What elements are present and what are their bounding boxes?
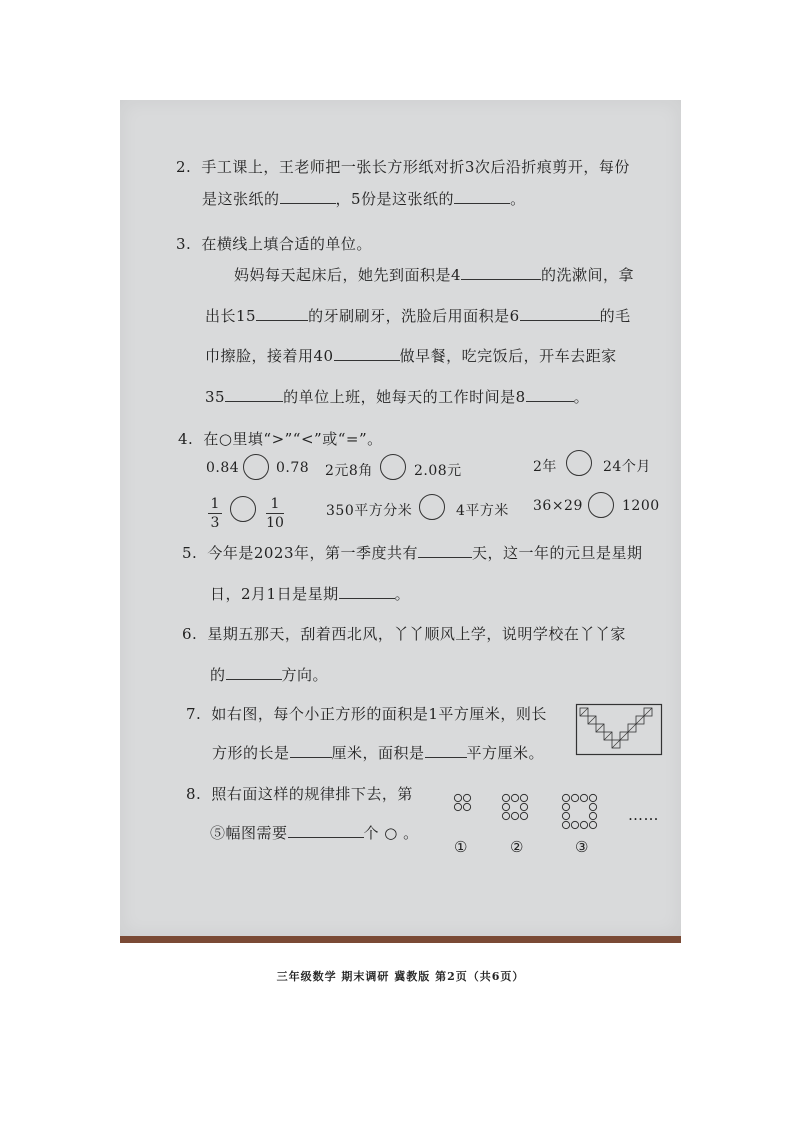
q6-number: 6. <box>182 625 198 643</box>
q3-text: 巾擦脸，接着用40 <box>205 347 334 365</box>
q6-line1 <box>182 623 626 644</box>
q5-text: 日，2月1日是星期 <box>210 585 339 603</box>
q3-text: 的牙刷刷牙，洗脸后用面积是6 <box>308 307 520 325</box>
fraction-denominator: 3 <box>210 515 220 531</box>
pattern-1 <box>454 794 470 810</box>
ellipsis: …… <box>628 806 659 824</box>
pattern-circle <box>580 821 587 828</box>
answer-blank[interactable] <box>290 744 332 758</box>
q3-text: 妈妈每天起床后，她先到面积是4 <box>234 266 462 284</box>
q3-line1 <box>234 264 634 285</box>
table-edge <box>120 936 681 943</box>
compare-circle[interactable] <box>243 454 269 480</box>
q7-line2 <box>212 742 544 763</box>
circle-patterns <box>450 794 610 834</box>
pattern-circle <box>562 794 569 801</box>
compare-circle[interactable] <box>419 494 445 520</box>
q5-number: 5. <box>182 544 198 562</box>
answer-blank[interactable] <box>461 266 541 280</box>
q6-text: 方向。 <box>281 666 329 684</box>
q8-line2 <box>210 822 419 843</box>
answer-blank[interactable] <box>339 585 395 599</box>
q3-line3 <box>205 345 617 366</box>
square-diagonal <box>636 716 644 724</box>
compare-right-value: 24个月 <box>603 459 651 475</box>
compare-left-value: 2元8角 <box>325 463 373 479</box>
answer-blank[interactable] <box>454 190 510 204</box>
fraction-numerator: 1 <box>270 496 280 512</box>
q2-text2a: 是这张纸的 <box>202 190 280 208</box>
q8-text: 照右面这样的规律排下去，第 <box>211 785 413 803</box>
q3-text: 出长15 <box>205 307 257 325</box>
q5-line1 <box>182 542 643 563</box>
q6-text: 的 <box>210 666 226 684</box>
q3-title-text: 在横线上填合适的单位。 <box>201 235 372 253</box>
q8-line1 <box>186 783 413 804</box>
answer-blank[interactable] <box>425 744 467 758</box>
answer-blank[interactable] <box>256 307 308 321</box>
q4-title <box>178 428 383 449</box>
pattern-circle <box>571 794 578 801</box>
q4-number: 4. <box>178 430 194 448</box>
fraction-one-tenth <box>266 496 284 531</box>
compare-right-value: 4平方米 <box>456 503 509 519</box>
q3-text: 的单位上班，她每天的工作时间是8 <box>283 388 526 406</box>
compare-right-value: 2.08元 <box>414 463 462 479</box>
compare-circle[interactable] <box>588 492 614 518</box>
pattern-circle <box>520 812 527 819</box>
q2-text2b: ，5份是这张纸的 <box>335 190 455 208</box>
pattern-circle <box>502 812 509 819</box>
pattern-circle <box>589 821 596 828</box>
q2-text1: 手工课上，王老师把一张长方形纸对折3次后沿折痕剪开，每份 <box>201 158 630 176</box>
pattern-circle <box>562 803 569 810</box>
fraction-bar <box>208 513 222 514</box>
q7-line1 <box>186 703 547 724</box>
square-diagonal <box>620 732 628 740</box>
fraction-one-third <box>208 496 222 531</box>
q5-text: 今年是2023年，第一季度共有 <box>207 544 418 562</box>
pattern-circle <box>454 794 461 801</box>
pattern-circle <box>562 812 569 819</box>
fraction-numerator: 1 <box>210 496 220 512</box>
small-squares <box>580 708 652 748</box>
answer-blank[interactable] <box>280 190 336 204</box>
pattern-circle <box>520 803 527 810</box>
pattern-circle <box>580 794 587 801</box>
pattern-label-1: ① <box>454 838 468 856</box>
q5-text: 天，这一年的元旦是星期 <box>472 544 643 562</box>
q3-line2 <box>205 305 631 326</box>
q3-line4 <box>205 386 589 407</box>
answer-blank[interactable] <box>526 388 574 402</box>
square-diagonal <box>612 740 620 748</box>
compare-circle[interactable] <box>230 496 256 522</box>
square-diagonal <box>628 724 636 732</box>
q7-text: 方形的长是 <box>212 744 290 762</box>
q8-text: 个 ○ 。 <box>363 824 419 842</box>
compare-left-value: 350平方分米 <box>326 503 413 519</box>
fraction-denominator: 10 <box>266 515 284 531</box>
q7-text: 厘米，面积是 <box>331 744 425 762</box>
pattern-circle <box>562 821 569 828</box>
compare-left-value: 0.84 <box>206 460 240 476</box>
q4-title-text: 在○里填“>”“<”或“=”。 <box>203 430 383 448</box>
outer-rectangle <box>577 705 662 755</box>
q8-text: ⑤幅图需要 <box>210 824 288 842</box>
q7-number: 7. <box>186 705 202 723</box>
square-diagonal <box>596 724 604 732</box>
pattern-circle <box>463 803 470 810</box>
q2-text2c: 。 <box>510 190 526 208</box>
compare-right-value: 0.78 <box>276 460 310 476</box>
q8-number: 8. <box>186 785 202 803</box>
pattern-circle <box>520 794 527 801</box>
pattern-circle <box>502 794 509 801</box>
answer-blank[interactable] <box>226 666 282 680</box>
q5-text: 。 <box>394 585 411 603</box>
q6-line2 <box>210 664 328 685</box>
q2-line2 <box>202 188 526 209</box>
pattern-2 <box>502 794 527 819</box>
pattern-circle <box>589 794 596 801</box>
square-diagonal <box>644 708 652 716</box>
pattern-3 <box>562 794 596 828</box>
q3-text: 做早餐，吃完饭后，开车去距家 <box>399 347 617 365</box>
q3-number: 3. <box>176 235 192 253</box>
q5-line2 <box>210 583 410 604</box>
rectangle-grid-figure <box>576 704 662 756</box>
q3-text: 的毛 <box>599 307 631 325</box>
pattern-circle <box>511 812 518 819</box>
pattern-circle <box>589 803 596 810</box>
compare-left-value: 2年 <box>533 459 557 475</box>
pattern-circle <box>454 803 461 810</box>
answer-blank[interactable] <box>334 347 400 361</box>
compare-left-value: 36×29 <box>533 498 583 514</box>
q7-text: 如右图，每个小正方形的面积是1平方厘米，则长 <box>211 705 547 723</box>
pattern-circle <box>571 821 578 828</box>
pattern-circle <box>502 803 509 810</box>
pattern-label-3: ③ <box>575 838 589 856</box>
exam-page <box>120 100 681 983</box>
q2-number: 2. <box>176 158 192 176</box>
answer-blank[interactable] <box>520 307 600 321</box>
compare-right-value: 1200 <box>622 498 660 514</box>
answer-blank[interactable] <box>288 824 364 838</box>
page-footer: 三年级数学 期末调研 冀教版 第2页（共6页） <box>276 970 525 983</box>
compare-circle[interactable] <box>380 454 406 480</box>
q2-line1 <box>176 156 630 177</box>
square-diagonal <box>588 716 596 724</box>
q6-text: 星期五那天，刮着西北风，丫丫顺风上学，说明学校在丫丫家 <box>207 625 626 643</box>
square-diagonal <box>604 732 612 740</box>
pattern-circle <box>511 794 518 801</box>
q3-title <box>176 233 372 254</box>
q7-text: 平方厘米。 <box>466 744 545 762</box>
q3-text: 35 <box>205 388 226 406</box>
answer-blank[interactable] <box>225 388 283 402</box>
square-diagonal <box>580 708 588 716</box>
pattern-circle <box>589 812 596 819</box>
pattern-label-2: ② <box>510 838 524 856</box>
compare-circle[interactable] <box>566 450 592 476</box>
fraction-bar <box>266 513 284 514</box>
q3-text: 的洗漱间，拿 <box>541 266 635 284</box>
q3-text: 。 <box>573 388 590 406</box>
pattern-circle <box>463 794 470 801</box>
answer-blank[interactable] <box>418 544 472 558</box>
